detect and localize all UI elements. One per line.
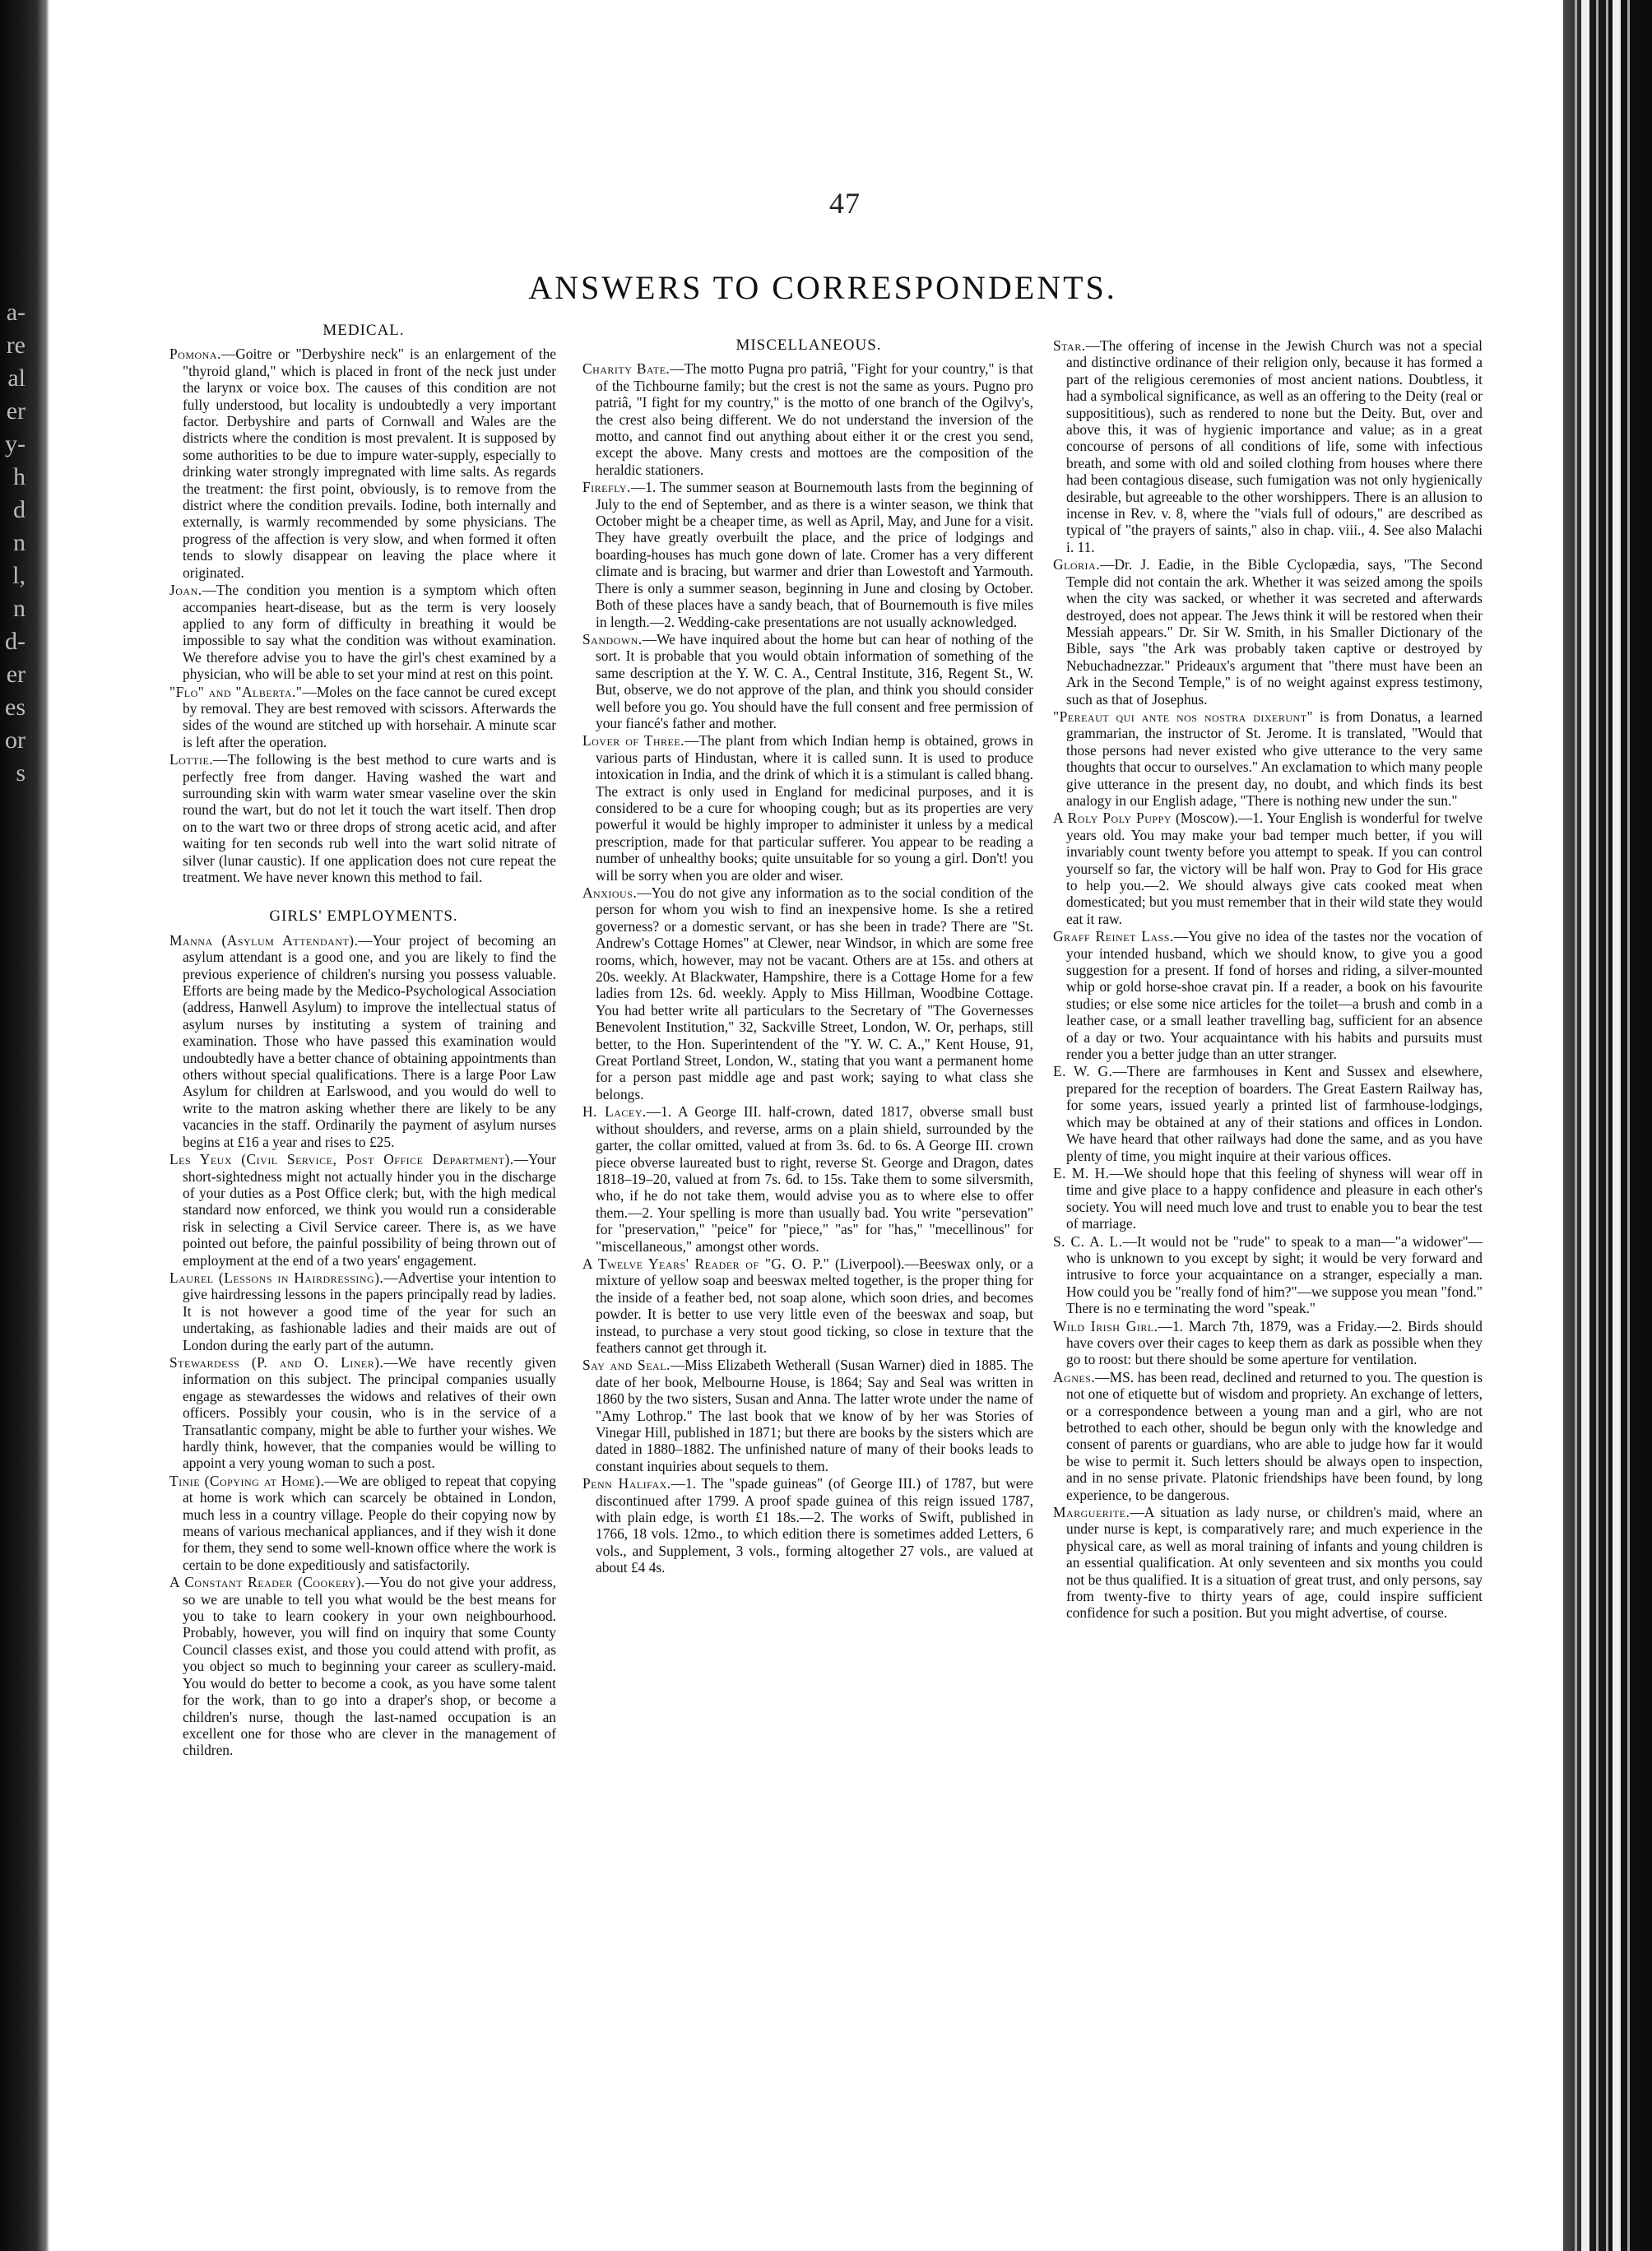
entry-heading: Charity Bate. <box>582 360 671 378</box>
entry-text: (Moscow).—1. Your English is wonderful for twelve years old. You may make your bad temper much better, if you will invariably count twenty before you attempt to speak. If you can control yourself so far, the victory will be half won. Pray to God for His grace to help you.—2. We should always give cats cooked meat when domesticated; but you must remember that in their wild state they would eat it raw. <box>1066 810 1483 927</box>
bleed-fragment: er <box>6 661 26 688</box>
bleed-fragment: d <box>13 496 26 523</box>
entry-text: —Miss Elizabeth Wetherall (Susan Warner) died in 1885. The date of her book, Melbourne House, is 1864; Say and Seal was written in 1860 by the two sisters, Susan and Anna. The latter wrote under the name of "Amy Lothrop." The last book that we know of by her was Stories of Vinegar Hill, published in 1871; but there are books by the sisters which are dated in 1880–1882. The unfinished nature of many of their books leads to constant inquiries about sequels to them. <box>596 1357 1033 1474</box>
entry-text: —1. A George III. half-crown, dated 1817, obverse small bust without shoulders, and reverse, arms on a plain shield, surrounded by the garter, the collar omitted, valued at from 3s. 6d. to 6s. A George III. crown piece obverse laureated bust to right, reverse St. George and Dragon, dates 1818–19–20, valued at from 7s. 6d. to 15s. Take them to some silversmith, who, if he do not take them, would advise you as to where else to offer them.—2. Your spelling is more than usually bad. You write "persevation" for "preservation," "peice" for "piece," "as" for "has," "mecellinous" for "miscellaneous," amongst other words. <box>596 1103 1033 1255</box>
entry-text: is from Donatus, a learned grammarian, the instructor of St. Jerome. It is translated, "Would that those persons had never existed who give utterance to the very same thoughts that occur to ourselves." An exclamation to which many people give utterance in the present day, no doubt, and which finds its best analogy in our English adage, "There is nothing new under the sun." <box>1066 708 1483 809</box>
answer-entry <box>582 1255 1033 1356</box>
entry-text: —You do not give your address, so we are unable to tell you what would be the best means for you to take to learn cookery in your own neighbourhood. Probably, however, you will find on inquiry that some County Council classes exist, and those you could attend with profit, as you object so much to beginning your career as scullery-maid. You would do better to become a cook, as you have some talent for the work, than to go into a draper's shop, or become a children's nurse, though the last-named occupation is an excellent one for those who are clever in the management of children. <box>183 1574 556 1759</box>
entry-heading: Agnes. <box>1053 1368 1096 1385</box>
answer-entry <box>1053 708 1483 809</box>
answer-entry <box>582 360 1033 478</box>
answer-entry <box>169 582 556 682</box>
section-miscellaneous-part-2 <box>1053 337 1483 1622</box>
entry-text: —We should hope that this feeling of shyness will wear off in time and give place to a happy confidence and pleasure in each other's society. You will need much love and trust to enable you to bear the test of marriage. <box>1066 1164 1483 1232</box>
bleed-fragment: l, <box>12 562 26 589</box>
bleed-fragment: y- <box>5 430 26 457</box>
answer-entry <box>1053 1504 1483 1622</box>
entry-text: —1. March 7th, 1879, was a Friday.—2. Birds should have covers over their cages to keep them as dark as possible when they go to roost: but there should be some aperture for ventilation. <box>1066 1317 1483 1368</box>
bleed-fragment: or <box>5 726 26 754</box>
section-miscellaneous-part-1 <box>582 360 1033 1576</box>
answer-entry <box>582 631 1033 731</box>
entry-text: —MS. has been read, declined and returned to you. The question is not one of etiquette but of wisdom and propriety. An exchange of letters, or a correspondence between a young man and a girl, who are not betrothed to each other, should be begun only with the knowledge and consent of parents or guardians, who are able to judge how far it would be wise to permit it. Such letters should be always open to inspection, and in no sense private. Platonic friendships have been found, by long experience, to be dangerous. <box>1066 1368 1483 1503</box>
entry-heading: Anxious. <box>582 884 638 901</box>
entry-heading: E. W. G. <box>1053 1063 1113 1080</box>
bleed-fragment: re <box>6 332 26 359</box>
entry-text: —We have inquired about the home but can hear of nothing of the sort. It is probable that you would obtain information of something of the same description at the Y. W. C. A., Central Institute, 316, Regent St., W. But, observe, we do not approve of the plan, and think you should consider well before you go. You should have the full consent and free permission of your fiancé's father and mother. <box>596 630 1033 731</box>
answer-entry <box>169 1151 556 1269</box>
entry-text: —It would not be "rude" to speak to a man—"a widower"—who is unknown to you except by sight; it would be very forward and intrusive to force your acquaintance on a stranger, especially a man. How could you be "really fond of him?"—we suppose you mean "fond." There is no e terminating the word "speak." <box>1066 1232 1483 1317</box>
bleed-fragment: n <box>13 529 26 556</box>
entry-heading: Star. <box>1053 337 1086 354</box>
entry-heading: H. Lacey. <box>582 1103 647 1121</box>
answer-entry <box>1053 928 1483 1062</box>
entry-heading: Laurel (Lessons in Hairdressing). <box>169 1269 384 1286</box>
entry-text: —A situation as lady nurse, or children's maid, where an under nurse is kept, is comparatively rare; and much experience in the physical care, as well as moral training of infants and young children is an essential qualification. At only seventeen and six months you could not be thus qualified. It is a situation of great trust, and only persons, say from twenty-five to thirty years of age, could inspire sufficient confidence for such a position. But you might advertise, of course. <box>1066 1504 1483 1622</box>
answer-entry <box>1053 1165 1483 1232</box>
entry-heading: "Pereaut qui ante nos nostra dixerunt" <box>1053 708 1314 725</box>
book-edge <box>1563 0 1652 2251</box>
entry-text: —The condition you mention is a symptom which often accompanies heart-disease, but as the term is very loosely applied to any form of difficulty in breathing it would be impossible to say what the condition was without examination. We therefore advise you to have the girl's chest examined by a physician, who will be able to set your mind at rest on this point. <box>183 582 556 683</box>
entry-heading: "Flo" and "Alberta." <box>169 683 303 700</box>
entry-heading: Les Yeux (Civil Service, Post Office Department). <box>169 1151 514 1168</box>
entry-text: —Your short-sightedness might not actually hinder you in the discharge of your duties as a Post Office clerk; but, with the high medical standard now enforced, we think you would run a considerable risk in selecting a Civil Service career. There is, as we have pointed out before, the painful possibility of being thrown out of employment at the end of a two years' engagement. <box>183 1151 556 1269</box>
entry-text: (Liverpool).—Beeswax only, or a mixture of yellow soap and beeswax melted together, is the proper thing for the inside of a feather bed, not soap alone, which soon dries, and becomes powder. It is better to use very little even of the beeswax and soap, but instead, to purchase a very stout good ticking, so close in texture that the feathers cannot get through it. <box>596 1255 1033 1356</box>
page-number: 47 <box>829 187 861 220</box>
answer-entry <box>582 479 1033 630</box>
bleed-fragment: n <box>13 595 26 622</box>
entry-text: —The following is the best method to cure warts and is perfectly free from danger. Having washed the wart and surrounding skin with warm water smear vaseline over the skin round the wart, but do not let it touch the wart itself. Then drop on to the wart two or three drops of strong acetic acid, and after waiting for ten seconds rub well into the wart solid nitrate of silver (lunar caustic). If one application does not cure repeat the treatment. We have never known this method to fail. <box>183 751 556 885</box>
answer-entry <box>582 1357 1033 1474</box>
answer-entry <box>582 884 1033 1102</box>
entry-text: —You do not give any information as to the social condition of the person for whom you wish to find an inexpensive home. Is she a retired governess? or a domestic servant, or has she been in trade? There are "St. Andrew's Cottage Homes" at Clewer, near Windsor, in which are some free rooms, which, however, may not be vacant. Others are at 15s. and others at 20s. weekly. At Blackwater, Hampshire, there is a Cottage Home for a few ladies from 12s. 6d. weekly. Apply to Miss Hillman, Woodbine Cottage. You had better write all particulars to the Secretary of "The Governesses Benevolent Institution," 32, Sackville Street, London, W. Or, perhaps, still better, to the Hon. Superintendent of the "Y. W. C. A.," Kent House, 91, Great Portland Street, London, W., stating that you want a permanent home for a person past middle age and past work; saying to what class she belongs. <box>596 884 1033 1102</box>
answer-entry <box>169 684 556 751</box>
entry-text: —Your project of becoming an asylum attendant is a good one, and you are likely to find the previous experience of children's nursing you possess valuable. Efforts are being made by the Medico-Psychological Association (address, Hanwell Asylum) to improve the intellectual status of asylum nurses by instituting a system of training and examination. Those who have passed this examination would undoubtedly have a better chance of obtaining appointments than others without special qualifications. There is a large Poor Law Asylum for children at Earlswood, and you would do well to write to the matron asking whether there are likely to be any vacancies in the staff. Ordinarily the payment of asylum nurses begins at £16 a year and rises to £25. <box>183 931 556 1150</box>
page-title: ANSWERS TO CORRESPONDENTS. <box>528 269 1117 306</box>
entry-text: —Advertise your intention to give hairdressing lessons in the papers principally read by ladies. It is not however a good time of the year for such an undertaking, as fashionable ladies and their maids are out of London during the early part of the autumn. <box>183 1269 556 1353</box>
answer-entry <box>1053 1369 1483 1503</box>
answer-entry <box>582 1475 1033 1576</box>
bleed-fragment: h <box>13 463 26 490</box>
entry-text: —The plant from which Indian hemp is obtained, grows in various parts of Hindustan, where it is called sunn. It is used to produce intoxication in India, and the drink of which it is a stimulant is called bhang. The extract is only used in England for medicinal purposes, and it is considered to be a cure for whooping cough; but as its properties are very powerful it would be highly improper to administer it unless by a medical prescription, made for that particular sufferer. You appear to be reading a number of unhealthy books; quite unsuitable for so young a girl. Don't! you will be sorry when you are older and wiser. <box>596 732 1033 884</box>
entry-heading: Graff Reinet Lass. <box>1053 928 1174 945</box>
entry-heading: Wild Irish Girl. <box>1053 1317 1158 1334</box>
column-left <box>169 323 556 1760</box>
section-medical <box>169 346 556 885</box>
entry-heading: Firefly. <box>582 479 631 496</box>
section-heading-miscellaneous: MISCELLANEOUS. <box>736 336 882 354</box>
entry-text: —Moles on the face cannot be cured except by removal. They are best removed with scissors. Afterwards the sides of the wound are stitched up with horsehair. A minute scar is left after the operation. <box>183 683 556 750</box>
entry-heading: S. C. A. L. <box>1053 1232 1123 1250</box>
answer-entry <box>169 1574 556 1758</box>
entry-text: —1. The "spade guineas" (of George III.) of 1787, but were discontinued after 1799. A proof spade guinea of this reign issued 1787, with plain edge, is worth £1 18s.—2. The works of Swift, published in 1766, 18 vols. 12mo., to which edition there is sometimes added Letters, 6 vols., and Supplement, 3 vols., forming altogether 27 vols., are valued at about £4 4s. <box>596 1475 1033 1576</box>
answer-entry <box>169 1354 556 1472</box>
entry-heading: Lottie. <box>169 751 214 768</box>
entry-text: —Goitre or "Derbyshire neck" is an enlargement of the "thyroid gland," which is placed in front of the neck just under the larynx or voice box. The causes of this condition are not fully understood, but locality is undoubtedly a very important factor. Derbyshire and parts of Cornwall and Wales are the districts where the condition is most prevalent. It is supposed by some authorities to be due to impure water-supply, especially to drinking water strongly impregnated with lime salts. As regards the treatment: the first point, obviously, is to remove from the district where the condition prevails. Iodine, both internally and externally, is warmly recommended by some physicians. The progress of the affection is very slow, and when formed it often tends to slowly disappear on leaving the place where it originated. <box>183 346 556 581</box>
entry-heading: Marguerite. <box>1053 1504 1130 1521</box>
entry-heading: Stewardess (P. and O. Liner). <box>169 1353 384 1371</box>
entry-text: —We are obliged to repeat that copying at home is work which can scarcely be obtained in London, much less in a country village. People do their copying now by means of various mechanical appliances, and if they wish it done for them, they send to some well-known office where the work is certain to be done expeditiously and satisfactorily. <box>183 1472 556 1573</box>
entry-heading: Say and Seal. <box>582 1357 671 1374</box>
entry-heading: Lover of Three. <box>582 732 685 750</box>
entry-heading: E. M. H. <box>1053 1164 1110 1181</box>
entry-heading: Pomona. <box>169 346 221 363</box>
bleed-fragment: a- <box>6 299 26 326</box>
answer-entry <box>169 1269 556 1353</box>
entry-text: —The motto Pugna pro patriâ, "Fight for your country," is that of the Tichbourne family; but the crest is not the same as yours. Pugno pro patriâ, "I fight for my country," is the motto of one branch of the Ogilvy's, the crest also being different. We do not understand the inversion of the motto, and cannot find out anything about either it or the crest you send, except the above. Many crests and mottoes are the composition of the heraldic stationers. <box>596 360 1033 478</box>
entry-heading: A Constant Reader (Cookery). <box>169 1574 365 1591</box>
entry-text: —There are farmhouses in Kent and Sussex and elsewhere, prepared for the reception of boarders. The Great Eastern Railway has, for some years, issued yearly a printed list of farmhouse-lodgings, which may be obtained at any of their stations and offices in London. We have heard that other railways had done the same, and as you have plenty of time, you might inquire at their various offices. <box>1066 1063 1483 1164</box>
section-heading-medical: MEDICAL. <box>323 322 405 339</box>
previous-page-bleed <box>0 296 28 790</box>
answer-entry <box>1053 1318 1483 1368</box>
entry-heading: Manna (Asylum Attendant). <box>169 931 359 949</box>
entry-text: —You give no idea of the tastes nor the vocation of your intended husband, which we should know, to give you a good suggestion for a present. If fond of horses and riding, a silver-mounted whip or gold horse-shoe cravat pin. If a reader, a book on his favourite studies; or else some nice articles for the toilet—a brush and comb in a leather case, or a small leather travelling bag, sufficient for an absence of a day or two. Your acquaintance with his habits and pursuits must render you a better judge than an utter stranger. <box>1066 928 1483 1063</box>
entry-text: —The offering of incense in the Jewish Church was not a special and distinctive ordinance of their religion only, because it has formed a part of the religious ceremonies of most ancient nations. Doubtless, it had a symbolical significance, as well as an offering to the Deity (real or supposititious), such as rendered to none but the Deity. But, over and above this, it was of hygienic importance and value; as in a great concourse of persons of all conditions of life, some with infectious breath, and some with old and soiled clothing from houses where there had been contagious disease, such fumigation was not only hygienically desirable, but agreeable to the other worshippers. There is an allusion to incense in Rev. v. 8, where the "vials full of odours," are described as typical of "the prayers of saints," also in chap. viii., 4. See also Malachi i. 11. <box>1066 337 1483 555</box>
column-right <box>1053 337 1483 1622</box>
bleed-fragment: er <box>6 397 26 425</box>
answer-entry <box>169 346 556 581</box>
answer-entry <box>1053 810 1483 927</box>
answer-entry <box>169 1473 556 1573</box>
answer-entry <box>1053 1063 1483 1163</box>
answer-entry <box>582 732 1033 884</box>
bleed-fragment: s <box>16 759 26 787</box>
entry-text: —Dr. J. Eadie, in the Bible Cyclopædia, says, "The Second Temple did not contain the ark. Whether it was seized among the spoils when the city was sacked, or whether it was secreted and afterwards destroyed, does not appear. The Jews think it will be restored when their Messiah appears." Dr. Sir W. Smith, in his Smaller Dictionary of the Bible, says "the Ark was probably taken captive or destroyed by Nebuchadnezzar." Prideaux's argument that "there must have been an Ark in the Second Temple," is of no weight against express testimony, such as that of Josephus. <box>1066 556 1483 708</box>
entry-heading: A Roly Poly Puppy <box>1053 810 1172 827</box>
entry-heading: Gloria. <box>1053 556 1101 573</box>
bleed-fragment: al <box>7 364 26 392</box>
section-girls-employments <box>169 932 556 1759</box>
entry-heading: A Twelve Years' Reader of "G. O. P." <box>582 1255 830 1272</box>
bleed-fragment: d- <box>5 628 26 655</box>
entry-heading: Penn Halifax. <box>582 1475 671 1492</box>
entry-heading: Joan. <box>169 582 202 599</box>
answer-entry <box>169 751 556 885</box>
answer-entry <box>169 932 556 1150</box>
column-middle <box>582 337 1033 1577</box>
answer-entry <box>582 1103 1033 1255</box>
entry-heading: Sandown. <box>582 630 643 647</box>
section-heading-girls-employments: GIRLS' EMPLOYMENTS. <box>269 907 458 926</box>
answer-entry <box>1053 556 1483 708</box>
answer-entry <box>1053 337 1483 555</box>
entry-text: —1. The summer season at Bournemouth lasts from the beginning of July to the end of September, and as there is a winter season, we think that October might be a cheaper time, as well as April, May, and June for a visit. They have greatly overbuilt the place, and the price of lodgings and boarding-houses has much gone down of late. Cromer has a very different climate and is bracing, but warmer and drier than Lowestoft and Yarmouth. There is only a summer season, beginning in June and closing by October. Both of these places have a sandy beach, that of Bournemouth is five miles in length.—2. Wedding-cake presentations are not usually acknowledged. <box>596 479 1033 630</box>
entry-text: —We have recently given information on this subject. The principal companies usually engage as stewardesses the widows and relatives of their own officers. Possibly your cousin, who is in the service of a Transatlantic company, might be able to further your wishes. We hardly think, however, that the companies would be willing to appoint a very young woman to such a post. <box>183 1353 557 1472</box>
answer-entry <box>1053 1233 1483 1317</box>
entry-heading: Tinie (Copying at Home). <box>169 1472 325 1489</box>
bleed-fragment: es <box>5 694 26 721</box>
